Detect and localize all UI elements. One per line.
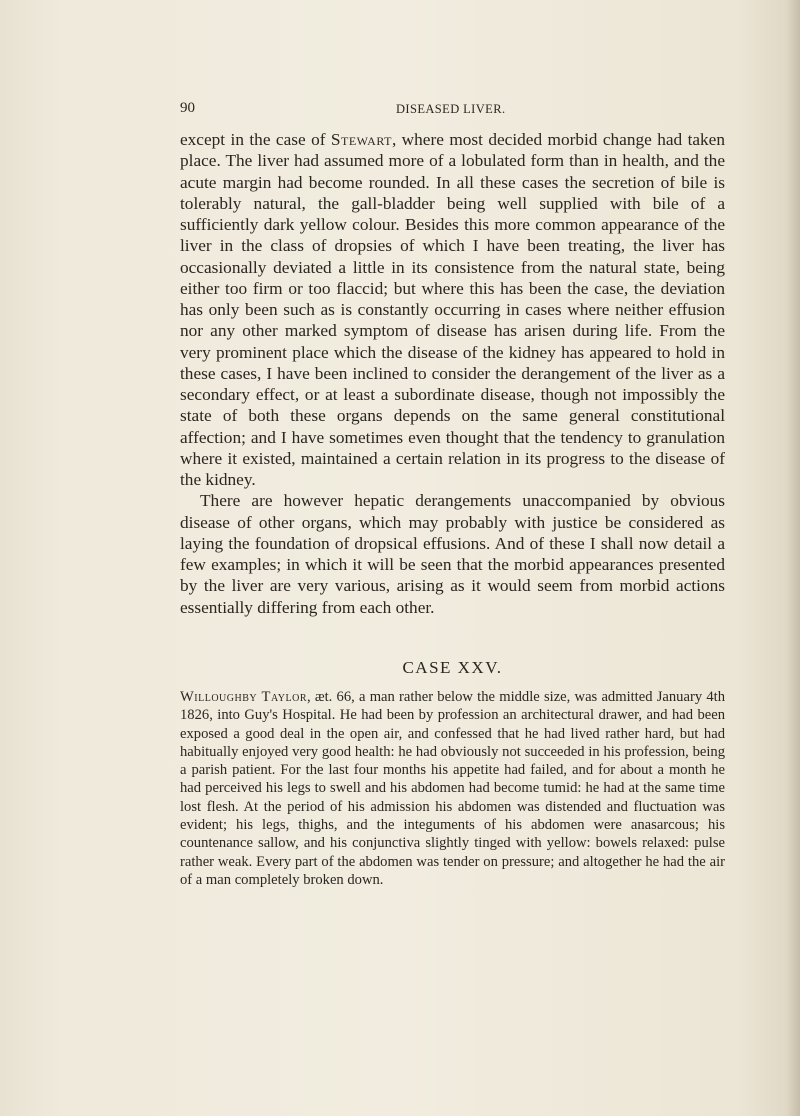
case-paragraph xyxy=(180,688,725,889)
case-text xyxy=(180,688,725,889)
running-head xyxy=(180,100,725,122)
running-title: DISEASED LIVER. xyxy=(396,102,506,116)
paragraph-1-start: except in the case of xyxy=(180,130,331,149)
paragraph-1-rest: , where most decided morbid change had taken place. The liver had assumed more of a lobulated form than in health, and the acute margin had become rounded. In all these cases the secretion of bile is tolerably natural, the gall-bladder being well supplied with bile of a sufficiently dark yellow colour. Besides this more common appearance of the liver in the class of dropsies of which I have been treating, the liver has occasionally deviated a little in its consistence from the natural state, being either too firm or too flaccid; but where this has been the case, the deviation has only been such as is constantly occurring in cases where neither effusion nor any other marked symptom of disease has arisen during life. From the very prominent place which the disease of the kidney has appeared to hold in these cases, I have been inclined to consider the derangement of the liver as a secondary effect, or at least a subordinate disease, though not impossibly the state of both these organs depends on the same general constitutional affection; and I have sometimes even thought that the tendency to granulation where it existed, maintained a certain relation in its progress to the disease of the kidney. xyxy=(180,130,725,489)
page-edge-shadow xyxy=(786,0,800,1116)
patient-name: Willoughby Taylor xyxy=(180,689,307,705)
page-number: 90 xyxy=(180,100,195,116)
paragraph-2: There are however hepatic derangements unaccompanied by obvious disease of other organs, which may probably with justice be considered as laying the foundation of dropsical effusions. And of these I shall now detail a few examples; in which it will be seen that the morbid appearances presented by the liver are very various, arising as it would seem from morbid actions essentially differing from each other. xyxy=(180,491,725,617)
case-heading: CASE XXV. xyxy=(402,658,503,677)
body-text xyxy=(180,129,725,618)
patient-name-stewart: Stewart xyxy=(330,130,392,149)
paragraph-1 xyxy=(180,129,725,490)
case-description: , æt. 66, a man rather below the middle size, was admitted January 4th 1826, into Guy's Hospital. He had been by profession an architectural drawer, and had been exposed a good deal in the open air, and confessed that he had lived rather hard, but had habitually enjoyed very good health: he had obviously not succeeded in his profession, being a parish patient. For the last four months his appetite had failed, and for about a month he had perceived his legs to swell and his abdomen had become tumid: he had at the same time lost flesh. At the period of his admission his abdomen was distended and fluctuation was evident; his legs, thighs, and the integuments of his abdomen were anasarcous; his countenance sallow, and his conjunctiva slightly tinged with yellow: bowels relaxed: pulse rather weak. Every part of the abdomen was tender on pressure; and altogether he had the air of a man completely broken down. xyxy=(180,689,725,888)
